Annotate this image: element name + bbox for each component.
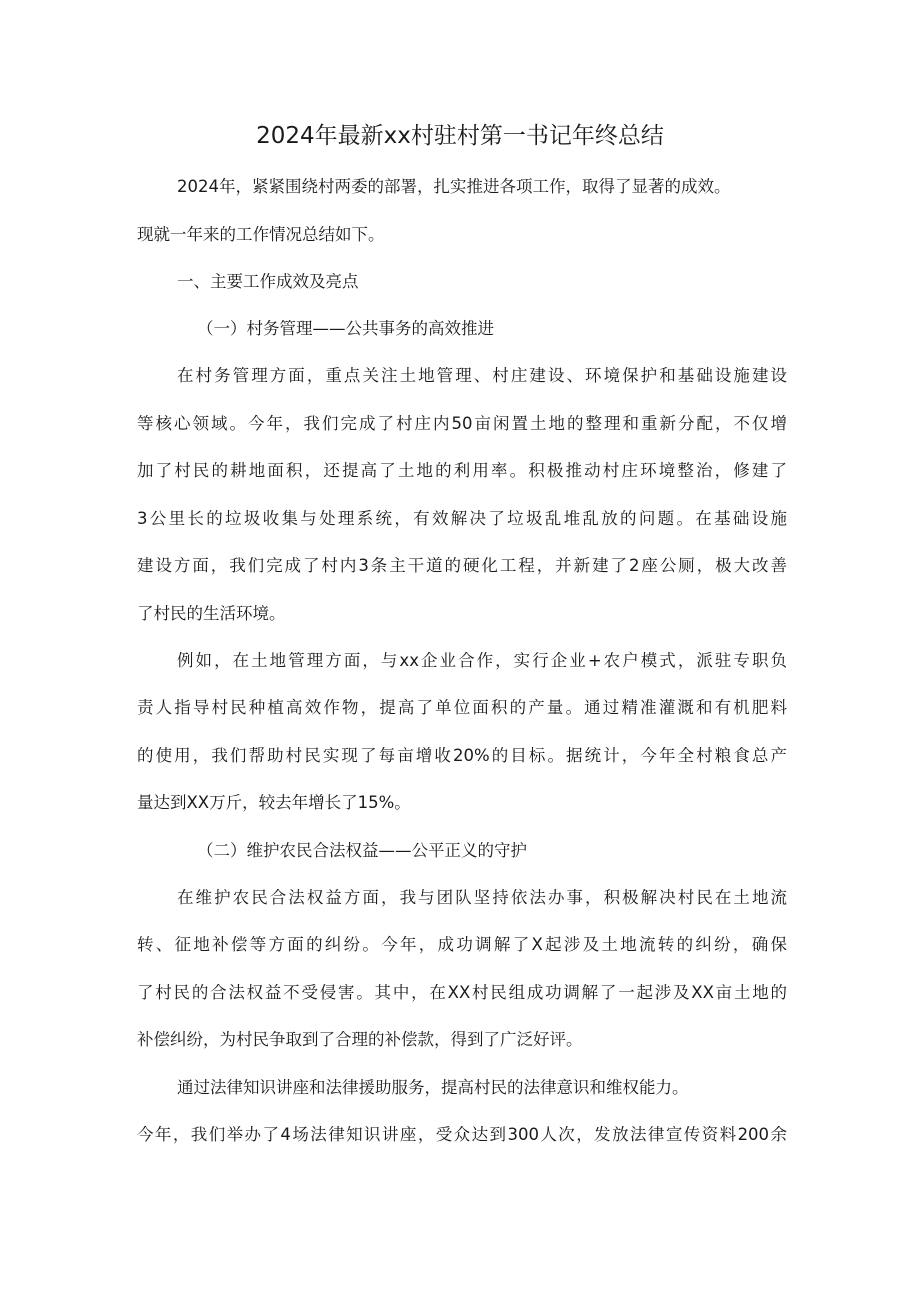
paragraph-line: 转、征地补偿等方面的纠纷。今年，成功调解了X起涉及土地流转的纠纷，确保 [137,935,787,954]
paragraph-line: 补偿纠纷，为村民争取到了合理的补偿款，得到了广泛好评。 [137,1030,583,1049]
paragraph-line: 了村民的合法权益不受侵害。其中，在XX村民组成功调解了一起涉及XX亩土地的 [137,983,787,1002]
subsection-heading: （一）村务管理——公共事务的高效推进 [197,319,494,338]
paragraph-line: 3公里长的垃圾收集与处理系统，有效解决了垃圾乱堆乱放的问题。在基础设施 [137,509,787,528]
section-heading: 一、主要工作成效及亮点 [177,272,359,291]
paragraph-line: 建设方面，我们完成了村内3条主干道的硬化工程，并新建了2座公厕，极大改善 [137,556,787,575]
paragraph-line: 2024年，紧紧围绕村两委的部署，扎实推进各项工作，取得了显著的成效。 [177,177,731,196]
paragraph-line: 在村务管理方面，重点关注土地管理、村庄建设、环境保护和基础设施建设 [177,366,787,385]
paragraph-line: 量达到XX万斤，较去年增长了15%。 [137,793,411,812]
paragraph-line: 等核心领域。今年，我们完成了村庄内50亩闲置土地的整理和重新分配，不仅增 [137,414,787,433]
paragraph-line: 的使用，我们帮助村民实现了每亩增收20%的目标。据统计，今年全村粮食总产 [137,746,787,765]
paragraph-line: 现就一年来的工作情况总结如下。 [137,225,385,244]
paragraph-line: 责人指导村民种植高效作物，提高了单位面积的产量。通过精准灌溉和有机肥料 [137,698,787,717]
paragraph-line: 今年，我们举办了4场法律知识讲座，受众达到300人次，发放法律宣传资料200余 [137,1125,787,1144]
paragraph-line: 例如，在土地管理方面，与xx企业合作，实行企业+农户模式，派驻专职负 [177,651,787,670]
paragraph-line: 加了村民的耕地面积，还提高了土地的利用率。积极推动村庄环境整治，修建了 [137,461,787,480]
paragraph-line: 通过法律知识讲座和法律援助服务，提高村民的法律意识和维权能力。 [177,1078,689,1097]
paragraph-line: 了村民的生活环境。 [137,604,286,623]
document-title: 2024年最新xx村驻村第一书记年终总结 [256,123,664,149]
subsection-heading: （二）维护农民合法权益——公平正义的守护 [197,841,527,860]
paragraph-line: 在维护农民合法权益方面，我与团队坚持依法办事，积极解决村民在土地流 [177,888,787,907]
